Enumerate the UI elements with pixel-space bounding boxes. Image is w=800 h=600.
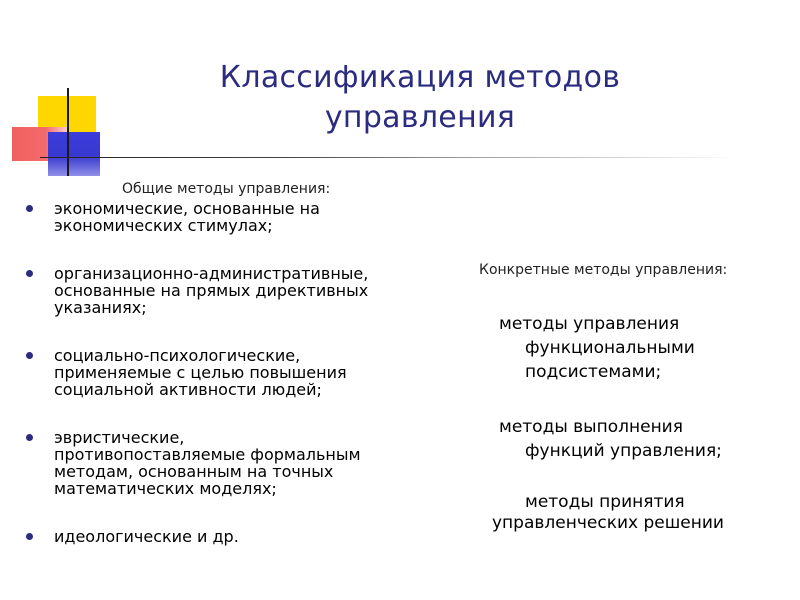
list-item-line: социальной активности людей; [54,380,322,399]
list-item-line: методам, основанным на точных [54,462,334,481]
slide-title-line-2: управления [324,100,516,135]
bullet-icon [26,533,33,540]
list-item-line: указаниях; [54,298,147,317]
bullet-icon [26,205,33,212]
specific-method-line: методы выполнения [499,417,683,437]
specific-method-line: подсистемами; [525,362,662,382]
slide-title-line-1: Классификация методов [219,60,621,95]
list-item [26,200,471,234]
list-item-line: противопоставляемые формальным [54,445,361,464]
list-item-line: организационно-административные, [54,264,369,283]
list-item-line: экономических стимулах; [54,216,273,235]
specific-method-line: методы принятия [525,492,685,512]
decor-blue-square [48,132,100,176]
list-item-line: применяемые с целью повышения [54,363,347,382]
specific-method-line: методы управления [499,314,680,334]
specific-method-line: функциональными [525,338,695,358]
list-item [26,528,471,545]
specific-method-line: управленческих решении [492,513,724,533]
bullet-icon [26,434,33,441]
list-item [26,347,471,398]
specific-method-line: функций управления; [525,441,722,461]
general-methods-list [26,200,471,576]
general-methods-heading: Общие методы управления: [122,181,331,197]
list-item-line: экономические, основанные на [54,199,320,218]
list-item [26,265,471,316]
title-divider [40,157,740,158]
list-item-line: математических моделях; [54,479,277,498]
list-item-line: эвристические, [54,428,185,447]
list-item-line: социально-психологические, [54,346,301,365]
bullet-icon [26,270,33,277]
list-item [26,429,471,497]
decor-vertical-line [67,88,69,176]
specific-methods-heading: Конкретные методы управления: [479,262,728,278]
list-item-line: основанные на прямых директивных [54,281,369,300]
bullet-icon [26,352,33,359]
slide-title [160,58,680,138]
list-item-line: идеологические и др. [54,527,239,546]
